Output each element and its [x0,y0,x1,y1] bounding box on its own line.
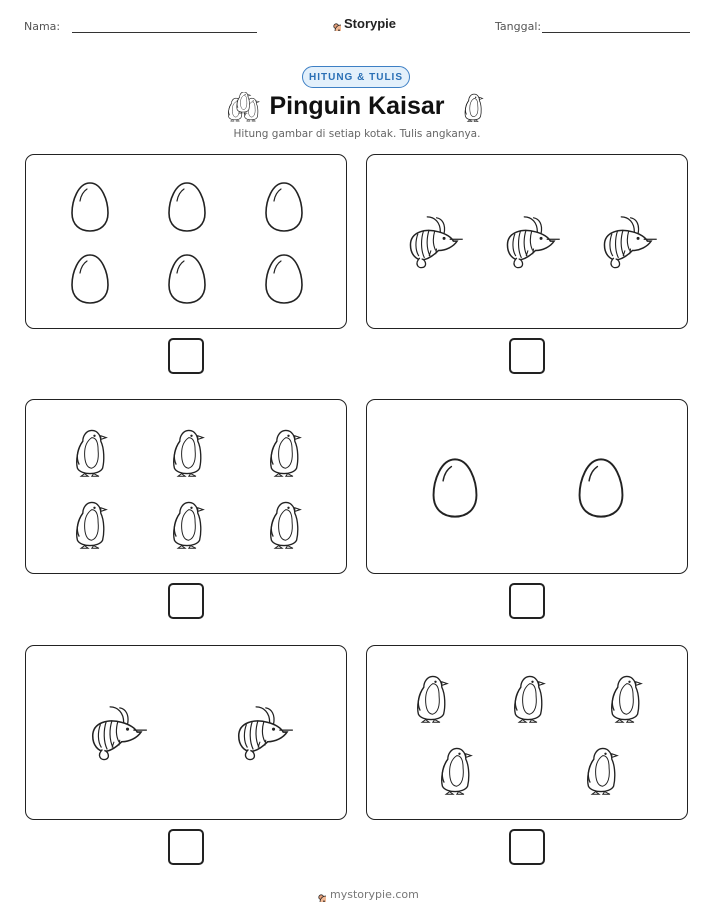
activity-badge: HITUNG & TULIS [302,66,410,88]
answer-box-3[interactable] [168,583,204,619]
counting-card-4 [366,399,688,574]
shrimp-icon [93,707,147,760]
egg-icon [72,183,108,231]
counting-card-6 [366,645,688,820]
egg-icon [434,459,477,516]
answer-box-2[interactable] [509,338,545,374]
storypie-logo [325,14,396,32]
name-label: Nama: [24,20,61,33]
bear-mascot-icon [310,886,326,902]
footer [310,886,419,902]
counting-card-2 [366,154,688,329]
answer-box-5[interactable] [168,829,204,865]
shrimp-icon [604,217,656,268]
page-title: Pinguin Kaisar [269,92,445,120]
egg-icon [266,183,302,231]
shrimp-icon [507,217,559,268]
counting-card-1 [25,154,347,329]
penguin-icon [174,502,203,548]
penguin-icon [515,676,544,722]
egg-icon [266,255,302,303]
penguin-icon [271,430,300,476]
egg-icon [72,255,108,303]
date-field[interactable] [542,32,690,33]
penguin-icon [462,92,484,122]
penguin-icon [174,430,203,476]
counting-card-5 [25,645,347,820]
instructions: Hitung gambar di setiap kotak. Tulis angkanya. [233,128,481,140]
penguin-icon [77,430,106,476]
shrimp-icon [239,707,293,760]
name-field[interactable] [72,32,257,33]
shrimp-icon [410,217,462,268]
bear-mascot-icon [325,15,341,31]
footer-url[interactable]: mystorypie.com [330,887,419,901]
egg-icon [169,183,205,231]
egg-icon [580,459,623,516]
date-label: Tanggal: [495,20,542,33]
answer-box-6[interactable] [509,829,545,865]
counting-card-3 [25,399,347,574]
answer-box-1[interactable] [168,338,204,374]
penguin-icon [442,748,471,794]
penguin-icon [77,502,106,548]
egg-icon [169,255,205,303]
penguin-icon [271,502,300,548]
penguin-icon [418,676,447,722]
penguin-icon [612,676,641,722]
penguin-icon [588,748,617,794]
answer-box-4[interactable] [509,583,545,619]
brand-name: Storypie [344,15,397,31]
